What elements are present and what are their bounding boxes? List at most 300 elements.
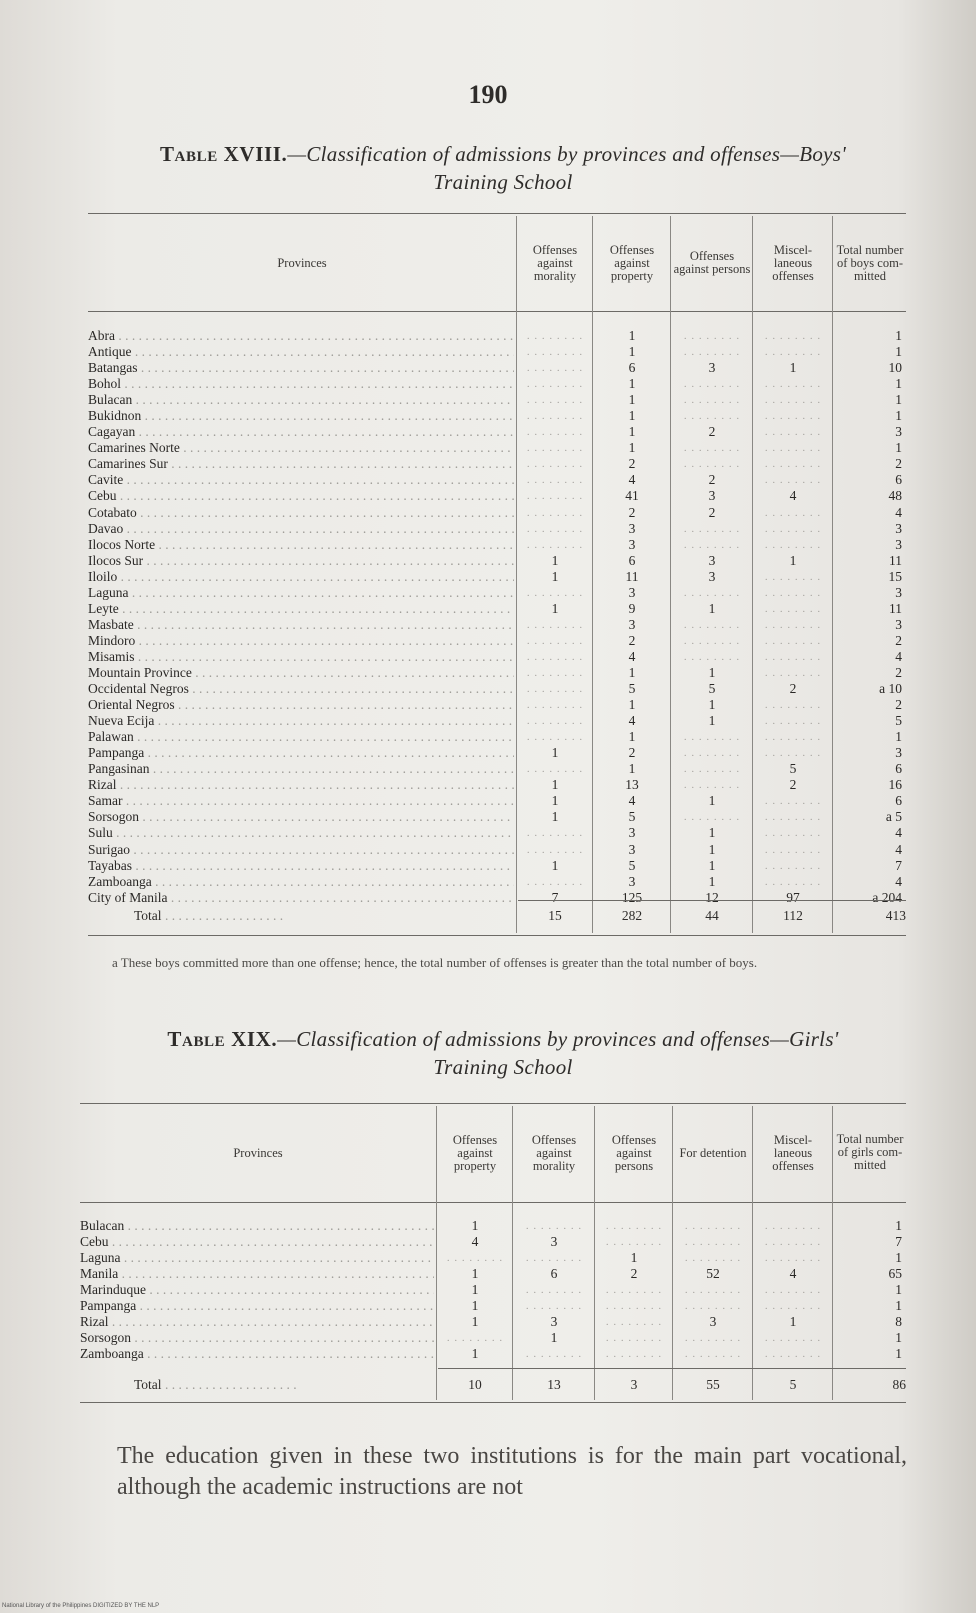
province-name: Cebu . . . — [88, 488, 514, 504]
table19-persons-column — [596, 1218, 672, 1362]
table18-persons-column — [672, 328, 752, 906]
table-cell: 10 — [888, 360, 902, 376]
empty-cell: . . . . . . . . — [526, 618, 584, 631]
table-cell: 2 — [628, 456, 636, 472]
empty-cell: . . . . . . . . — [526, 410, 584, 423]
table18-morality-column — [518, 328, 592, 906]
table-cell: 7 — [895, 1234, 902, 1250]
table19-header-persons: Offenses against persons — [611, 1132, 657, 1173]
table18-footnote: a These boys committed more than one offense; hence, the total number of offenses is greater than the total number of boys. — [112, 955, 758, 970]
table-cell: 1 — [551, 793, 559, 809]
table-cell: 3 — [708, 488, 716, 504]
empty-cell: . . . . . . . . — [683, 378, 741, 391]
table-cell: 4 — [628, 793, 636, 809]
table-cell: 1 — [628, 729, 636, 745]
empty-cell: . . . . . . . . — [605, 1348, 663, 1361]
province-name: Batangas . . . — [88, 360, 514, 376]
empty-cell: . . . . . . . . — [526, 634, 584, 647]
table-cell: 1 — [708, 697, 716, 713]
table-cell: 3 — [628, 873, 636, 889]
empty-cell: . . . . . . . . — [525, 1252, 583, 1265]
table-cell: 1 — [895, 1218, 902, 1233]
table18-header-property: Offenses against property — [609, 242, 655, 283]
province-name: Tayabas . . . — [88, 858, 514, 874]
empty-cell: . . . . . . . . — [526, 538, 584, 551]
empty-cell: . . . . . . . . — [683, 442, 741, 455]
empty-cell: . . . . . . . . — [526, 715, 584, 728]
empty-cell: . . . . . . . . — [764, 747, 822, 760]
province-name: Pampanga . . . — [80, 1298, 434, 1314]
province-name: Manila . . . — [80, 1266, 434, 1282]
table-cell: 1 — [551, 745, 559, 761]
empty-cell: . . . . . . . . — [525, 1220, 583, 1232]
province-name: Iloilo . . . — [88, 569, 514, 585]
empty-cell: . . . . . . . . — [605, 1316, 663, 1329]
table-cell: 3 — [628, 841, 636, 857]
table-cell: 15 — [888, 568, 902, 584]
table-cell: 2 — [628, 632, 636, 648]
province-name: Camarines Norte . . . — [88, 440, 514, 456]
table-cell: 13 — [625, 777, 639, 793]
table-cell: 2 — [708, 504, 716, 520]
table-cell: 1 — [708, 825, 716, 841]
table-cell: 2 — [708, 472, 716, 488]
table19-header-provinces: Provinces — [233, 1145, 283, 1160]
table19-misc-column — [754, 1218, 832, 1362]
table-cell: 2 — [630, 1266, 638, 1282]
province-name: Zamboanga . . . — [80, 1346, 434, 1362]
empty-cell: . . . . . . . . — [683, 346, 741, 359]
table-cell: 48 — [888, 488, 902, 504]
table18-total-label: Total . . . . . . . . . . . . . . . . . . — [134, 908, 284, 923]
province-name: Bukidnon . . . — [88, 408, 514, 424]
table18-col-divider — [592, 216, 593, 933]
empty-cell: . . . . . . . . — [764, 1220, 822, 1232]
table-cell: 3 — [708, 360, 716, 376]
table-cell: 1 — [708, 857, 716, 873]
empty-cell: . . . . . . . . — [683, 731, 741, 744]
table-cell: 3 — [895, 536, 902, 552]
table-cell: 5 — [789, 761, 797, 777]
empty-cell: . . . . . . . . — [526, 346, 584, 359]
table18-title-line1: —Classification of admissions by provinces and offenses—Boys' — [287, 142, 847, 166]
table-cell: 1 — [551, 809, 559, 825]
empty-cell: . . . . . . . . — [526, 378, 584, 391]
table19-sum-rule — [438, 1368, 906, 1369]
empty-cell: . . . . . . . . — [764, 827, 822, 840]
table-cell: 4 — [789, 1266, 797, 1282]
province-name: Marinduque . . . — [80, 1282, 434, 1298]
table-cell: 1 — [628, 344, 636, 360]
province-name: Pampanga . . . — [88, 745, 514, 761]
empty-cell: . . . . . . . . — [683, 410, 741, 423]
province-name: Mindoro . . . — [88, 633, 514, 649]
table18-province-column — [88, 328, 514, 906]
table-cell: 11 — [625, 568, 639, 584]
table18-total-boys: 413 — [885, 908, 906, 923]
empty-cell: . . . . . . . . — [684, 1348, 742, 1361]
table18-total-morality: 15 — [548, 908, 562, 923]
page-number: 190 — [468, 80, 508, 109]
table-cell: 1 — [895, 1330, 902, 1346]
province-name: Rizal . . . — [88, 777, 514, 793]
table19-header-property: Offenses against property — [452, 1132, 498, 1173]
table-cell: 1 — [895, 729, 902, 745]
empty-cell: . . . . . . . . — [683, 811, 741, 824]
table19-header-total-girls: Total number of girls com- mitted — [836, 1131, 904, 1172]
table-cell: a 10 — [879, 681, 902, 697]
table19-total-girls: 86 — [892, 1377, 906, 1392]
table-cell: 1 — [550, 1330, 558, 1346]
province-name: Ilocos Sur . . . — [88, 553, 514, 569]
table-cell: 4 — [895, 648, 902, 664]
empty-cell: . . . . . . . . — [683, 538, 741, 551]
table-cell: 12 — [705, 889, 719, 905]
table-cell: 3 — [895, 745, 902, 761]
province-name: Nueva Ecija . . . — [88, 713, 514, 729]
table-cell: 3 — [895, 584, 902, 600]
empty-cell: . . . . . . . . — [764, 795, 822, 808]
table19-property-column — [438, 1218, 512, 1362]
empty-cell: . . . . . . . . — [526, 875, 584, 888]
table18-header-persons: Offenses against persons — [673, 249, 751, 276]
empty-cell: . . . . . . . . — [525, 1300, 583, 1313]
footer-mark: National Library of the Philippines DIGITIZED BY THE NLP — [2, 1603, 160, 1609]
table-cell: 97 — [786, 889, 800, 905]
table-cell: 6 — [895, 793, 902, 809]
table-cell: 1 — [551, 777, 559, 793]
table-cell: 1 — [895, 344, 902, 360]
empty-cell: . . . . . . . . — [764, 394, 822, 407]
table-cell: 2 — [895, 632, 902, 648]
table-cell: 3 — [895, 616, 902, 632]
empty-cell: . . . . . . . . — [526, 474, 584, 487]
table18-bottom-rule — [88, 935, 906, 936]
table-cell: 1 — [471, 1266, 479, 1282]
table-cell: 16 — [888, 777, 902, 793]
table18-col-divider — [832, 216, 833, 933]
table-cell: 3 — [628, 825, 636, 841]
table19-total-misc: 5 — [789, 1377, 797, 1392]
table19-total-label: Total . . . . . . . . . . . . . . . . . . . . — [134, 1377, 297, 1392]
empty-cell: . . . . . . . . — [526, 731, 584, 744]
table-cell: 1 — [895, 376, 902, 392]
empty-cell: . . . . . . . . — [764, 570, 822, 583]
empty-cell: . . . . . . . . — [605, 1220, 663, 1232]
table-cell: 1 — [471, 1346, 479, 1362]
table-cell: 41 — [625, 488, 639, 504]
empty-cell: . . . . . . . . — [683, 618, 741, 631]
empty-cell: . . . . . . . . — [683, 747, 741, 760]
empty-cell: . . . . . . . . — [526, 843, 584, 856]
table19-header-morality: Offenses against morality — [531, 1132, 577, 1173]
table-cell: 65 — [888, 1266, 902, 1282]
province-name: Bohol . . . — [88, 376, 514, 392]
table-cell: 1 — [628, 376, 636, 392]
table-cell: 5 — [895, 713, 902, 729]
province-name: Occidental Negros . . . — [88, 681, 514, 697]
table18-top-rule — [88, 213, 906, 214]
province-name: Sorsogon . . . — [88, 809, 514, 825]
table18-header-provinces: Provinces — [277, 255, 327, 270]
body-paragraph: The education given in these two institutions is for the main part vocational, although the academic instructions are not — [117, 1443, 907, 1500]
table18-col-divider — [670, 216, 671, 933]
table19-col-divider — [512, 1106, 513, 1400]
province-name: Abra . . . — [88, 328, 514, 344]
table-cell: 1 — [551, 568, 559, 584]
empty-cell: . . . . . . . . — [526, 827, 584, 840]
table-cell: 3 — [895, 424, 902, 440]
table-cell: 1 — [895, 408, 902, 424]
table-cell: 4 — [628, 648, 636, 664]
empty-cell: . . . . . . . . — [526, 763, 584, 776]
empty-cell: . . . . . . . . — [683, 458, 741, 471]
empty-cell: . . . . . . . . — [764, 811, 822, 824]
table-cell: 1 — [471, 1314, 479, 1330]
empty-cell: . . . . . . . . — [526, 458, 584, 471]
empty-cell: . . . . . . . . — [764, 474, 822, 487]
table-cell: 1 — [895, 1282, 902, 1298]
province-name: Sulu . . . — [88, 825, 514, 841]
table-cell: 1 — [789, 1314, 797, 1330]
empty-cell: . . . . . . . . — [684, 1284, 742, 1297]
table19-bottom-rule — [80, 1402, 906, 1403]
table-cell: 1 — [628, 328, 636, 343]
empty-cell: . . . . . . . . — [764, 442, 822, 455]
table19-total-morality: 13 — [547, 1377, 561, 1392]
empty-cell: . . . . . . . . — [764, 1236, 822, 1249]
province-name: Antique . . . — [88, 344, 514, 360]
table19-caption — [88, 1025, 918, 1081]
table18-total-persons: 44 — [705, 908, 719, 923]
table-cell: 1 — [471, 1298, 479, 1314]
table-cell: 7 — [551, 889, 559, 905]
province-name: Leyte . . . — [88, 601, 514, 617]
province-name: Sorsogon . . . — [80, 1330, 434, 1346]
table-cell: 3 — [895, 520, 902, 536]
table-cell: 1 — [708, 713, 716, 729]
province-name: Bulacan . . . — [88, 392, 514, 408]
table19-col-divider — [436, 1106, 437, 1400]
province-name: Cebu . . . — [80, 1234, 434, 1250]
province-name: Cagayan . . . — [88, 424, 514, 440]
table-cell: 4 — [895, 825, 902, 841]
table-cell: 3 — [628, 616, 636, 632]
table-cell: a 5 — [885, 809, 902, 825]
table19-top-rule — [80, 1103, 906, 1104]
table19-total-persons: 3 — [630, 1377, 638, 1392]
empty-cell: . . . . . . . . — [764, 1332, 822, 1345]
table-cell: 4 — [895, 873, 902, 889]
table18-header-morality: Offenses against morality — [532, 242, 578, 283]
table19-title-line1: —Classification of admissions by provinces and offenses—Girls' — [277, 1027, 839, 1051]
table19-total-detention: 55 — [706, 1377, 720, 1392]
table-cell: 1 — [628, 697, 636, 713]
table18-col-divider — [516, 216, 517, 933]
table18-misc-column — [754, 328, 832, 906]
empty-cell: . . . . . . . . — [684, 1300, 742, 1313]
province-name: Oriental Negros . . . — [88, 697, 514, 713]
empty-cell: . . . . . . . . — [764, 586, 822, 599]
table-cell: 11 — [889, 600, 902, 616]
table18-property-column — [594, 328, 670, 906]
empty-cell: . . . . . . . . — [526, 490, 584, 503]
empty-cell: . . . . . . . . — [526, 586, 584, 599]
table-cell: 3 — [550, 1234, 558, 1250]
empty-cell: . . . . . . . . — [764, 506, 822, 519]
empty-cell: . . . . . . . . — [684, 1220, 742, 1232]
table-cell: 4 — [895, 841, 902, 857]
table19-province-column — [80, 1218, 434, 1362]
table-cell: 4 — [895, 504, 902, 520]
empty-cell: . . . . . . . . — [764, 731, 822, 744]
table-cell: 1 — [895, 440, 902, 456]
table-cell: 3 — [708, 568, 716, 584]
table19-col-divider — [752, 1106, 753, 1400]
empty-cell: . . . . . . . . — [764, 650, 822, 663]
empty-cell: . . . . . . . . — [605, 1300, 663, 1313]
empty-cell: . . . . . . . . — [764, 522, 822, 535]
table-cell: 2 — [708, 424, 716, 440]
province-name: Masbate . . . — [88, 617, 514, 633]
table-cell: 1 — [895, 328, 902, 343]
province-name: City of Manila . . . — [88, 890, 514, 906]
table-cell: 2 — [789, 681, 797, 697]
table-cell: 3 — [550, 1314, 558, 1330]
table-cell: 1 — [708, 664, 716, 680]
province-name: Ilocos Norte . . . — [88, 537, 514, 553]
empty-cell: . . . . . . . . — [684, 1332, 742, 1345]
empty-cell: . . . . . . . . — [526, 683, 584, 696]
table-cell: 2 — [895, 456, 902, 472]
table-cell: 1 — [895, 1298, 902, 1314]
empty-cell: . . . . . . . . — [764, 1300, 822, 1313]
table-cell: 5 — [628, 857, 636, 873]
empty-cell: . . . . . . . . — [605, 1236, 663, 1249]
empty-cell: . . . . . . . . — [764, 426, 822, 439]
empty-cell: . . . . . . . . — [764, 666, 822, 679]
empty-cell: . . . . . . . . — [764, 634, 822, 647]
table-cell: 4 — [789, 488, 797, 504]
province-name: Palawan . . . — [88, 729, 514, 745]
table-cell: 1 — [471, 1218, 479, 1233]
table18-label: Table XVIII. — [159, 142, 288, 166]
table-cell: 1 — [628, 392, 636, 408]
province-name: Davao . . . — [88, 521, 514, 537]
table19-total-column — [834, 1218, 906, 1362]
table-cell: 125 — [621, 889, 643, 905]
province-name: Samar . . . — [88, 793, 514, 809]
table-cell: 2 — [895, 697, 902, 713]
table18-sum-rule — [518, 900, 906, 901]
table-cell: 2 — [628, 504, 636, 520]
empty-cell: . . . . . . . . — [764, 859, 822, 872]
empty-cell: . . . . . . . . — [526, 666, 584, 679]
table-cell: 3 — [628, 520, 636, 536]
province-name: Cavite . . . — [88, 472, 514, 488]
table18-col-divider — [752, 216, 753, 933]
empty-cell: . . . . . . . . — [526, 426, 584, 439]
table-cell: 1 — [628, 440, 636, 456]
province-name: Pangasinan . . . — [88, 761, 514, 777]
table19-col-divider — [672, 1106, 673, 1400]
empty-cell: . . . . . . . . — [526, 394, 584, 407]
empty-cell: . . . . . . . . — [526, 330, 584, 342]
table-cell: 6 — [628, 552, 636, 568]
empty-cell: . . . . . . . . — [683, 634, 741, 647]
table-cell: 5 — [628, 681, 636, 697]
table-cell: 11 — [889, 552, 902, 568]
empty-cell: . . . . . . . . — [683, 650, 741, 663]
table-cell: 2 — [628, 745, 636, 761]
empty-cell: . . . . . . . . — [764, 875, 822, 888]
empty-cell: . . . . . . . . — [683, 330, 741, 342]
empty-cell: . . . . . . . . — [764, 699, 822, 712]
empty-cell: . . . . . . . . — [683, 394, 741, 407]
table-cell: 3 — [628, 584, 636, 600]
empty-cell: . . . . . . . . — [764, 346, 822, 359]
table-cell: 3 — [708, 552, 716, 568]
table-cell: 6 — [895, 472, 902, 488]
table18-title-line2: Training School — [433, 170, 573, 194]
empty-cell: . . . . . . . . — [683, 779, 741, 792]
table19-header-rule — [80, 1202, 906, 1203]
empty-cell: . . . . . . . . — [525, 1348, 583, 1361]
table-cell: 1 — [628, 761, 636, 777]
province-name: Rizal . . . — [80, 1314, 434, 1330]
province-name: Cotabato . . . — [88, 505, 514, 521]
empty-cell: . . . . . . . . — [605, 1332, 663, 1345]
table-cell: 1 — [708, 793, 716, 809]
table-cell: 1 — [471, 1282, 479, 1298]
table-cell: 5 — [628, 809, 636, 825]
table-cell: 1 — [789, 360, 797, 376]
province-name: Camarines Sur . . . — [88, 456, 514, 472]
empty-cell: . . . . . . . . — [764, 330, 822, 342]
empty-cell: . . . . . . . . — [764, 602, 822, 615]
table19-header-detention: For detention — [679, 1145, 747, 1160]
table18-total-column — [834, 328, 906, 906]
table18-caption — [88, 140, 918, 196]
province-name: Zamboanga . . . — [88, 874, 514, 890]
table18-header-miscellaneous: Miscel- laneous offenses — [772, 242, 814, 283]
empty-cell: . . . . . . . . — [684, 1236, 742, 1249]
table-cell: 7 — [895, 857, 902, 873]
empty-cell: . . . . . . . . — [764, 458, 822, 471]
table-cell: 4 — [628, 472, 636, 488]
province-name: Laguna . . . — [88, 585, 514, 601]
table-cell: 1 — [628, 408, 636, 424]
empty-cell: . . . . . . . . — [526, 362, 584, 375]
table-cell: a 204 — [872, 889, 902, 905]
empty-cell: . . . . . . . . — [683, 763, 741, 776]
table-cell: 4 — [628, 713, 636, 729]
empty-cell: . . . . . . . . — [764, 843, 822, 856]
table18-header-total-boys: Total number of boys com- mitted — [836, 242, 904, 283]
empty-cell: . . . . . . . . — [526, 650, 584, 663]
empty-cell: . . . . . . . . — [764, 1284, 822, 1297]
table-cell: 8 — [895, 1314, 902, 1330]
table-cell: 1 — [551, 552, 559, 568]
empty-cell: . . . . . . . . — [764, 538, 822, 551]
empty-cell: . . . . . . . . — [764, 715, 822, 728]
table-cell: 3 — [709, 1314, 717, 1330]
empty-cell: . . . . . . . . — [764, 1252, 822, 1265]
empty-cell: . . . . . . . . — [764, 618, 822, 631]
table-cell: 1 — [708, 841, 716, 857]
table-cell: 1 — [551, 857, 559, 873]
table-cell: 1 — [789, 552, 797, 568]
